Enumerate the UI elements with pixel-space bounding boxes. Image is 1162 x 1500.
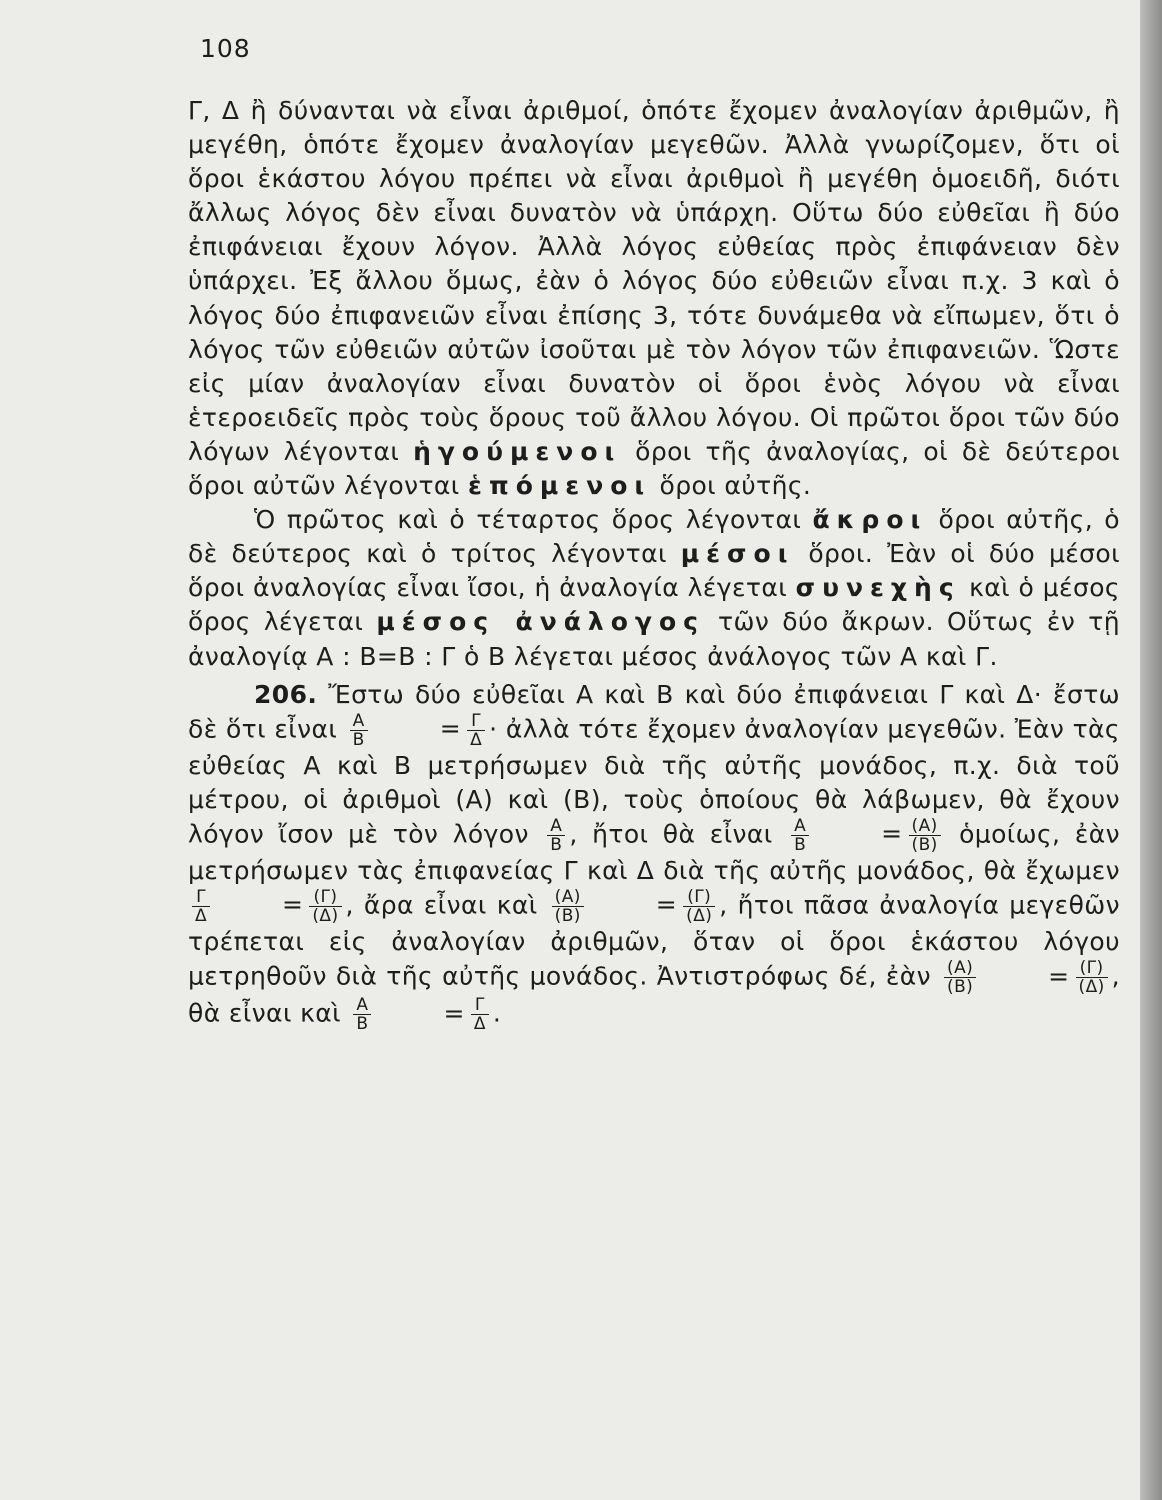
fraction-pa-over-pb-2: $\frac{(A)}{(B)}$ xyxy=(552,888,584,925)
fraction-pg-over-pd: $\frac{(\Gamma)}{(\Delta)}$ xyxy=(309,888,341,925)
term-akroi: ἄκροι xyxy=(812,505,928,535)
term-mesos-analogos: μέσος ἀνάλογος xyxy=(376,607,705,637)
p2-text-5: τῶν δύο ἄκρων. Οὕτως ἐν τῇ ἀναλογίᾳ Α : Β=Β : Γ ὁ Β λέγεται μέσος ἀνάλογος τῶν Α καὶ Γ. xyxy=(188,607,1120,671)
body-text xyxy=(188,94,1120,1033)
p3-text-8: . xyxy=(492,998,502,1028)
p1-text-3: ὅροι αὐτῆς. xyxy=(659,471,812,501)
paragraph-3: 206. Ἔστω δύο εὐθεῖαι Α καὶ Β καὶ δύο ἐπιφάνειαι Γ καὶ Δ· ἔστω δὲ ὅτι εἶναι $\frac{A}{B}$ = $\frac{\Gamma}{\Delta}$ · ἀλλὰ τότε ἔχομεν ἀναλογίαν μεγεθῶν. Ἐὰν τὰς εὐθείας Α καὶ Β μετρήσωμεν διὰ τῆς αὐτῆς μονάδος, π.χ. διὰ τοῦ μέτρου, οἱ ἀριθμοὶ (Α) καὶ (Β), τοὺς ὁποίους θὰ λάβωμεν, θὰ ἔχουν λόγον ἴσον μὲ τὸν λόγον $\frac{A}{B}$ , ἤτοι θὰ εἶναι $\frac{A}{B}$ = $\frac{(A)}{(B)}$ ὁμοίως, ἐὰν μετρήσωμεν τὰς ἐπιφανείας Γ καὶ Δ διὰ τῆς αὐτῆς μονάδος, θὰ ἔχωμεν $\frac{\Gamma}{\Delta}$ = $\frac{(\Gamma)}{(\Delta)}$ , ἄρα εἶναι καὶ $\frac{(A)}{(B)}$ = $\frac{(\Gamma)}{(\Delta)}$ , ἤτοι πᾶσα ἀναλογία μεγεθῶν τρέπεται εἰς ἀναλογίαν ἀριθμῶν, ὅταν οἱ ὅροι ἑκάστου λόγου μετρηθοῦν διὰ τῆς αὐτῆς μονάδος. Ἀντιστρόφως δέ, ἐὰν $\frac{(A)}{(B)}$ = $\frac{(\Gamma)}{(\Delta)}$ , θὰ εἶναι καὶ $\frac{A}{B}$ = $\frac{\Gamma}{\Delta}$ . xyxy=(188,679,1120,1035)
p1-text-2: ὅροι τῆς ἀναλογίας, οἱ δὲ δεύτεροι ὅροι αὐτῶν λέγονται xyxy=(188,436,1120,501)
page-number: 108 xyxy=(200,34,251,63)
fraction-pg-over-pd-3: $\frac{(\Gamma)}{(\Delta)}$ xyxy=(1076,959,1108,996)
paragraph-1 xyxy=(188,94,1120,503)
term-hegoumenoi: ἡγούμενοι xyxy=(413,436,622,466)
term-mesoi: μέσοι xyxy=(680,539,795,569)
book-spine-shadow xyxy=(1140,0,1162,1500)
p3-text-4: ὁμοίως, ἐὰν μετρήσωμεν τὰς ἐπιφανείας Γ καὶ Δ διὰ τῆς αὐτῆς μονάδος, θὰ ἔχωμεν xyxy=(188,819,1120,885)
p1-text-1: Γ, Δ ἢ δύνανται νὰ εἶναι ἀριθμοί, ὁπότε ἔχομεν ἀναλογίαν ἀριθμῶν, ἢ μεγέθη, ὁπότε ἔχομεν ἀναλογίαν μεγεθῶν. Ἀλλὰ γνωρίζομεν, ὅτι οἱ ὅροι ἑκάστου λόγου πρέπει νὰ εἶναι ἀριθμοὶ ἢ μεγέθη ὁμοειδῆ, διότι ἄλλως λόγος δὲν εἶναι δυνατὸν νὰ ὑπάρχη. Οὕτω δύο εὐθεῖαι ἢ δύο ἐπιφάνειαι ἔχουν λόγον. Ἀλλὰ λόγος εὐθείας πρὸς ἐπιφάνειαν δὲν ὑπάρχει. Ἐξ ἄλλου ὅμως, ἐὰν ὁ λόγος δύο εὐθειῶν εἶναι π.χ. 3 καὶ ὁ λόγος δύο ἐπιφανειῶν εἶναι ἐπίσης 3, τότε δυνάμεθα νὰ εἴπωμεν, ὅτι ὁ λόγος τῶν εὐθειῶν αὐτῶν ἰσοῦται μὲ τὸν λόγον τῶν ἐπιφανειῶν. Ὥστε εἰς μίαν ἀναλογίαν εἶναι δυνατὸν οἱ ὅροι ἑνὸς λόγου νὰ εἶναι ἑτεροειδεῖς πρὸς τοὺς ὅρους τοῦ ἄλλου λόγου. Οἱ πρῶτοι ὅροι τῶν δύο λόγων λέγονται xyxy=(188,96,1120,466)
p3-text-1: Ἔστω δύο εὐθεῖαι Α καὶ Β καὶ δύο ἐπιφάνειαι Γ καὶ Δ· ἔστω δὲ ὅτι εἶναι xyxy=(188,679,1120,744)
p3-text-2: · ἀλλὰ τότε ἔχομεν ἀναλογίαν μεγεθῶν. Ἐὰν τὰς εὐθείας Α καὶ Β μετρήσωμεν διὰ τῆς αὐτῆς μονάδος, π.χ. διὰ τοῦ μέτρου, οἱ ἀριθμοὶ (Α) καὶ (Β), τοὺς ὁποίους θὰ λάβωμεν, θὰ ἔχουν λόγον ἴσον μὲ τὸν λόγον xyxy=(188,714,1120,849)
fraction-pa-over-pb-3: $\frac{(A)}{(B)}$ xyxy=(944,959,976,996)
fraction-a-over-b-2: $\frac{A}{B}$ xyxy=(547,817,565,854)
fraction-pa-over-pb: $\frac{(A)}{(B)}$ xyxy=(909,817,941,854)
p2-text-2: ὅροι αὐτῆς, ὁ δὲ δεύτερος καὶ ὁ τρίτος λέγονται xyxy=(188,505,1120,569)
p3-text-3: , ἤτοι θὰ εἶναι xyxy=(569,819,773,849)
fraction-a-over-b-3: $\frac{A}{B}$ xyxy=(791,817,809,854)
p3-text-5: , ἄρα εἶναι καὶ xyxy=(345,890,538,920)
fraction-pg-over-pd-2: $\frac{(\Gamma)}{(\Delta)}$ xyxy=(683,888,715,925)
term-synehis: συνεχὴς xyxy=(795,573,961,603)
section-number: 206. xyxy=(254,679,318,709)
fraction-a-over-b: $\frac{A}{B}$ xyxy=(350,712,368,749)
fraction-a-over-b-4: $\frac{A}{B}$ xyxy=(353,996,371,1033)
p2-text-3: ὅροι. Ἐὰν οἱ δύο μέσοι ὅροι ἀναλογίας εἶναι ἴσοι, ἡ ἀναλογία λέγεται xyxy=(188,539,1120,603)
term-epomenoi: ἑπόμενοι xyxy=(468,471,652,501)
p3-text-6: , ἤτοι πᾶσα ἀναλογία μεγεθῶν τρέπεται εἰς ἀναλογίαν ἀριθμῶν, ὅταν οἱ ὅροι ἑκάστου λόγου μετρηθοῦν διὰ τῆς αὐτῆς μονάδος. Ἀντιστρόφως δέ, ἐὰν xyxy=(188,890,1120,991)
p2-text-1: Ὁ πρῶτος καὶ ὁ τέταρτος ὅρος λέγονται xyxy=(254,505,802,535)
fraction-g-over-d: $\frac{\Gamma}{\Delta}$ xyxy=(467,712,485,749)
p3-text-7: , θὰ εἶναι καὶ xyxy=(188,961,1120,1028)
p2-text-4: καὶ ὁ μέσος ὅρος λέγεται xyxy=(188,573,1120,637)
paragraph-2 xyxy=(188,503,1120,673)
fraction-g-over-d-3: $\frac{\Gamma}{\Delta}$ xyxy=(471,996,489,1033)
fraction-g-over-d-2: $\frac{\Gamma}{\Delta}$ xyxy=(192,888,210,925)
